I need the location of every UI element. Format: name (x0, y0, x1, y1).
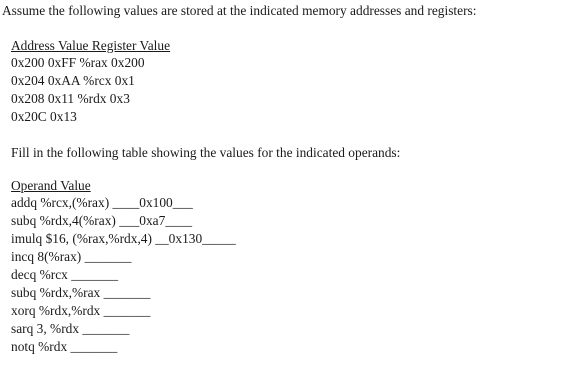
memory-table-header: Address Value Register Value (11, 38, 171, 53)
intro-text: Assume the following values are stored at the indicated memory addresses and registers: (2, 3, 477, 18)
memory-table-row: 0x208 0x11 %rdx 0x3 (11, 91, 130, 106)
operand-table-row: xorq %rdx,%rdx _______ (11, 303, 151, 318)
memory-table-row: 0x20C 0x13 (11, 109, 77, 124)
operand-table-row: subq %rdx,4(%rax) ___0xa7____ (11, 213, 193, 228)
operand-table-row: sarq 3, %rdx _______ (11, 321, 130, 336)
operand-table-row: decq %rcx _______ (11, 267, 119, 282)
instruction-text: Fill in the following table showing the values for the indicated operands: (11, 145, 401, 160)
memory-table-row: 0x204 0xAA %rcx 0x1 (11, 73, 135, 88)
memory-table-row: 0x200 0xFF %rax 0x200 (11, 55, 145, 70)
operand-table-row: notq %rdx _______ (11, 339, 118, 354)
operand-table-header: Operand Value (11, 178, 91, 193)
operand-table-row: subq %rdx,%rax _______ (11, 285, 151, 300)
operand-table-row: addq %rcx,(%rax) ____0x100___ (11, 195, 193, 210)
operand-table-row: incq 8(%rax) _______ (11, 249, 132, 264)
operand-table-row: imulq $16, (%rax,%rdx,4) __0x130_____ (11, 231, 236, 246)
